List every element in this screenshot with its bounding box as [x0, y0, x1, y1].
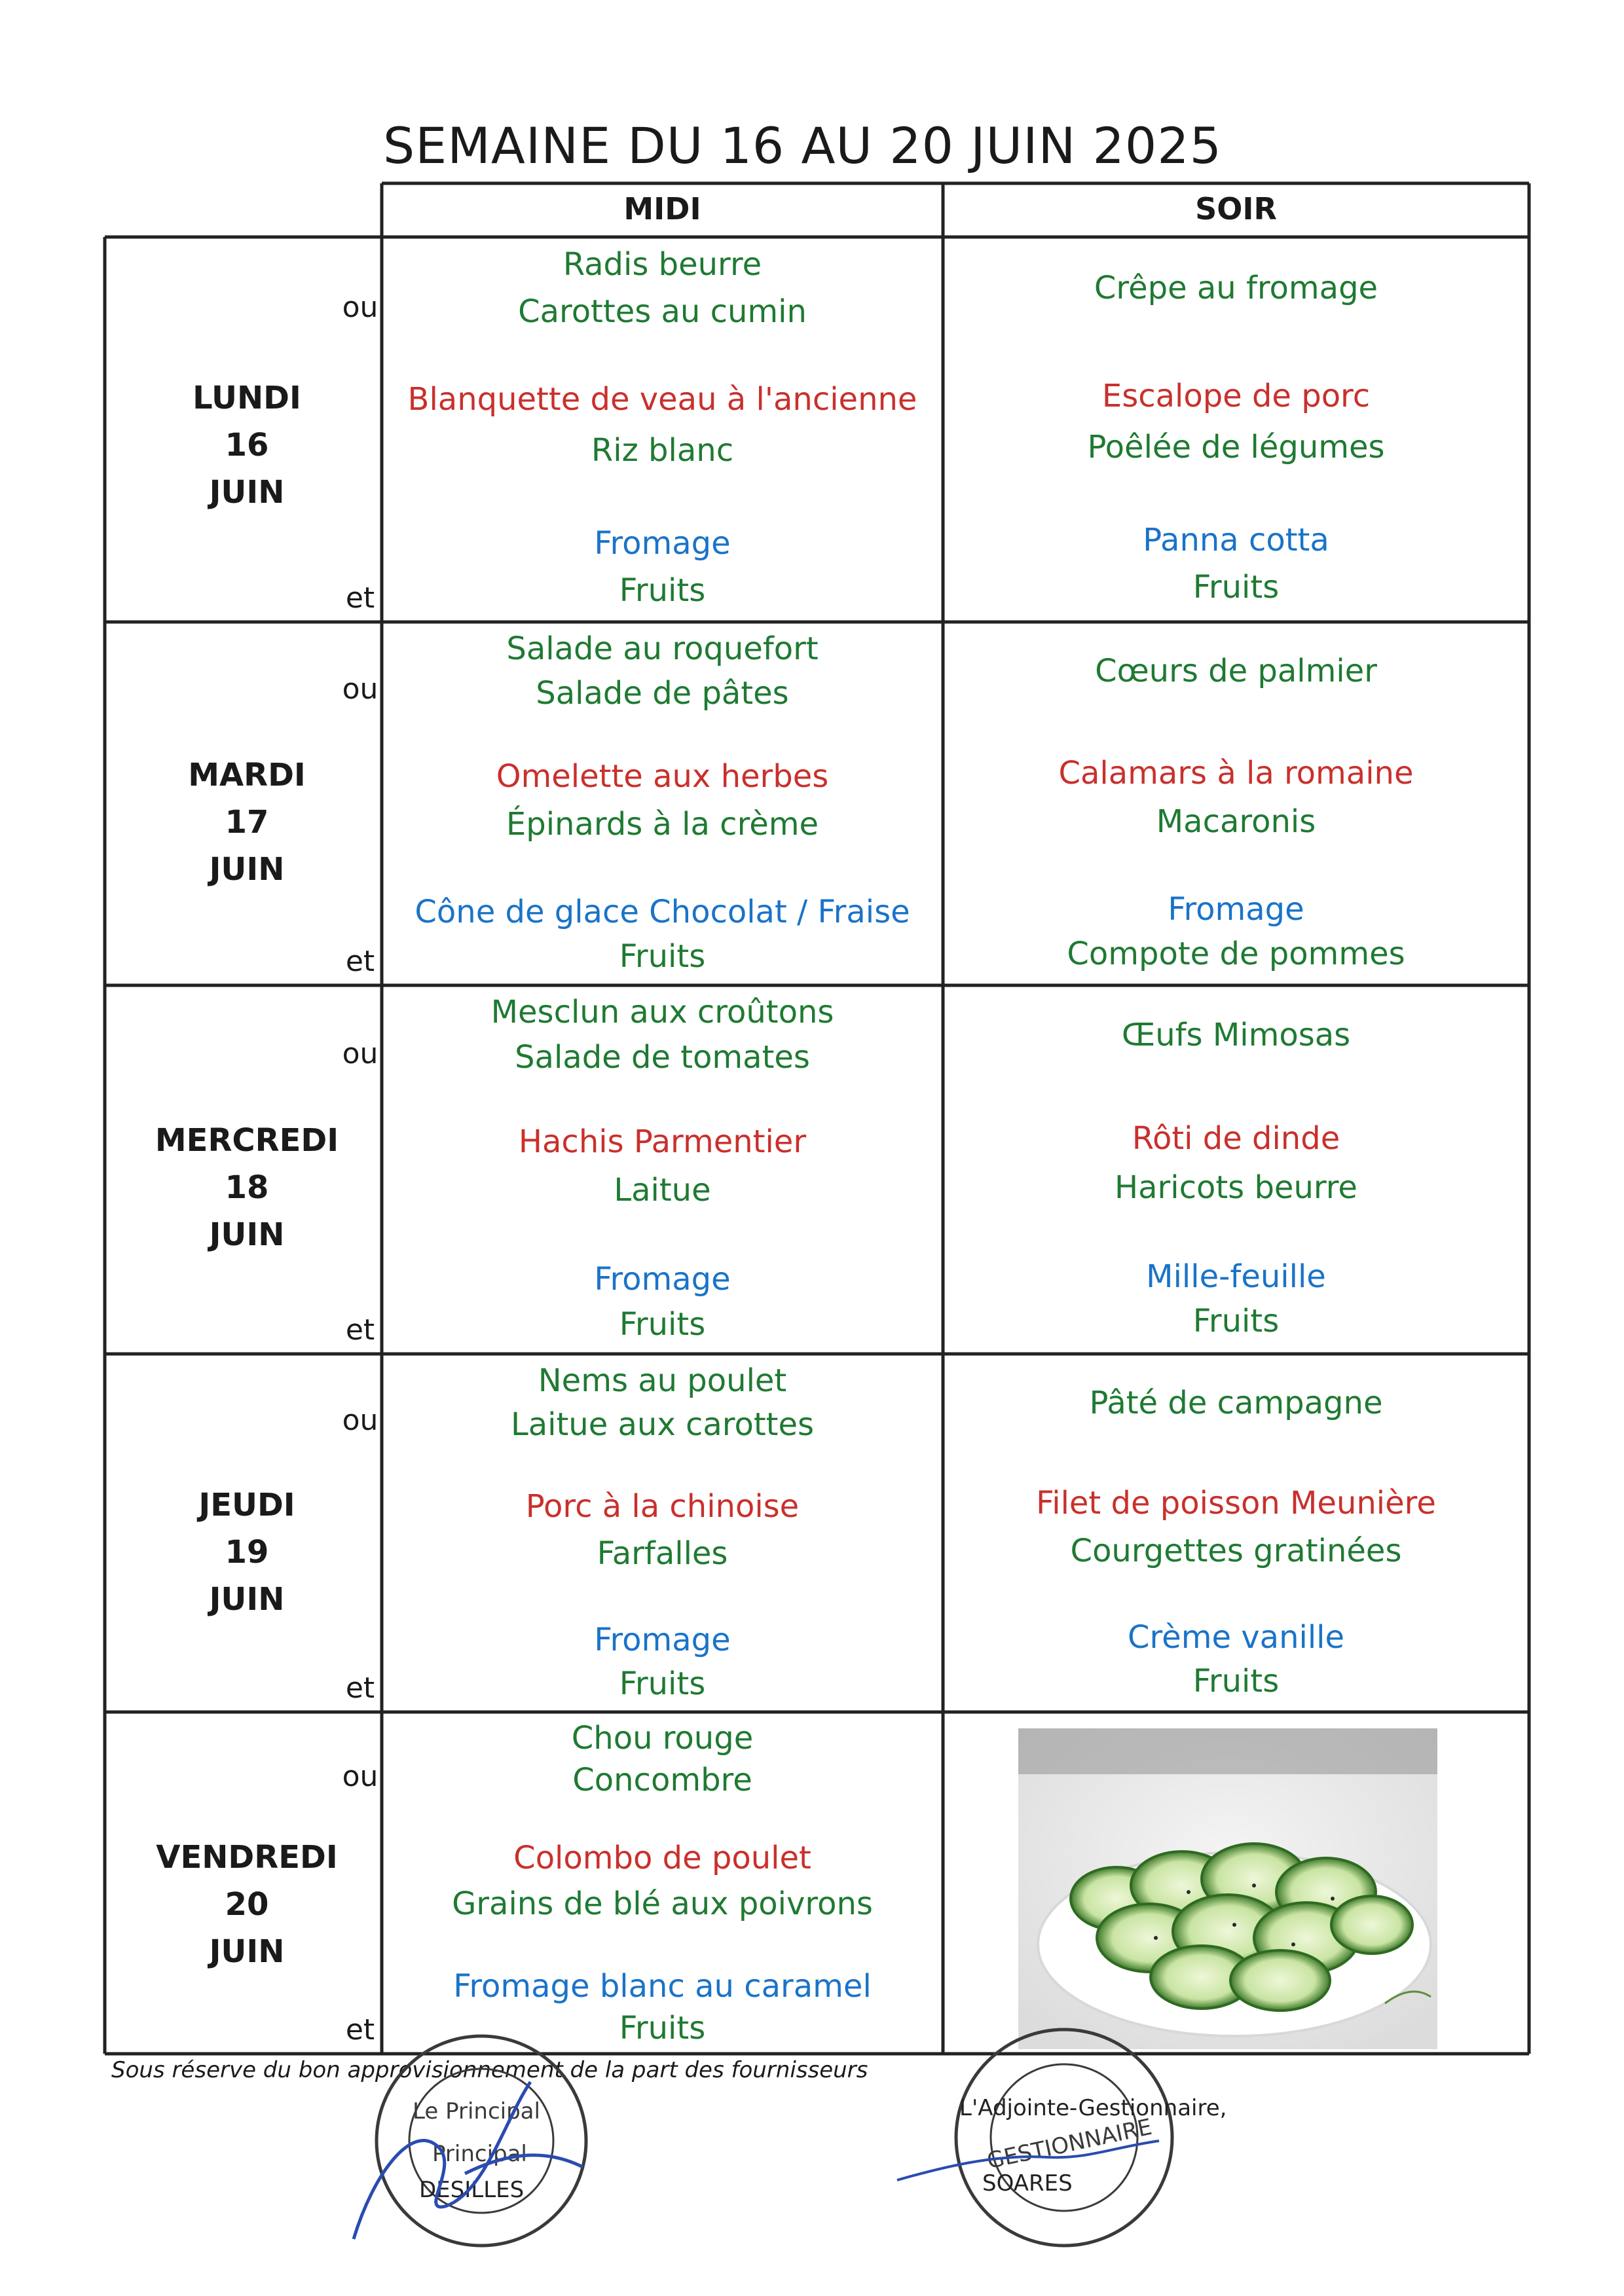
soir-dessert1: Fromage	[1168, 891, 1304, 928]
day-name: JEUDI	[198, 1487, 295, 1523]
soir-starter: Cœurs de palmier	[1095, 653, 1377, 689]
conjunction-et: et	[345, 2013, 375, 2047]
soir-starter: Œufs Mimosas	[1121, 1017, 1351, 1053]
gestionnaire-role: L'Adjointe-Gestionnaire,	[959, 2095, 1227, 2121]
page-title: SEMAINE DU 16 AU 20 JUIN 2025	[383, 117, 1222, 175]
soir-side: Macaronis	[1156, 803, 1316, 840]
midi-side: Grains de blé aux poivrons	[452, 1886, 873, 1922]
principal-role: Le Principal	[413, 2098, 540, 2124]
conjunction-ou: ou	[342, 1404, 378, 1437]
day-label-vendredi	[106, 1834, 388, 1975]
midi-dessert1: Fromage	[594, 1622, 731, 1658]
midi-starter2: Salade de tomates	[515, 1039, 810, 1076]
column-header-soir: SOIR	[1195, 191, 1277, 227]
midi-starter1: Chou rouge	[571, 1720, 754, 1757]
principal-signature	[334, 2043, 596, 2252]
midi-dessert2: Fruits	[619, 572, 706, 609]
midi-dessert2: Fruits	[619, 1306, 706, 1343]
midi-side: Farfalles	[597, 1535, 728, 1572]
soir-main: Filet de poisson Meunière	[1036, 1485, 1436, 1522]
midi-dessert1: Cône de glace Chocolat / Fraise	[415, 894, 910, 930]
principal-name: DESILLES	[419, 2177, 525, 2203]
day-label-jeudi	[106, 1482, 388, 1623]
principal-stamp-center: Principal	[432, 2141, 527, 2167]
day-month: JUIN	[209, 1216, 285, 1253]
midi-main: Hachis Parmentier	[518, 1123, 807, 1160]
gestionnaire-stamp-center: GESTIONNAIRE	[984, 2113, 1154, 2175]
soir-dessert2: Fruits	[1192, 1663, 1280, 1700]
soir-side: Courgettes gratinées	[1070, 1533, 1402, 1569]
midi-starter2: Carottes au cumin	[518, 293, 807, 330]
midi-starter1: Mesclun aux croûtons	[490, 994, 834, 1030]
midi-dessert1: Fromage	[594, 525, 731, 562]
soir-dessert1: Mille-feuille	[1146, 1258, 1326, 1295]
midi-dessert2: Fruits	[619, 2010, 706, 2047]
day-month: JUIN	[209, 851, 285, 888]
day-date: 16	[225, 427, 269, 464]
midi-starter1: Nems au poulet	[538, 1362, 787, 1399]
midi-dessert1: Fromage	[594, 1261, 731, 1298]
soir-dessert2: Fruits	[1192, 1303, 1280, 1339]
midi-starter2: Laitue aux carottes	[510, 1406, 815, 1443]
midi-starter2: Salade de pâtes	[536, 675, 789, 712]
soir-starter: Crêpe au fromage	[1094, 270, 1378, 306]
midi-main: Omelette aux herbes	[496, 758, 829, 795]
day-label-mardi	[106, 752, 388, 893]
day-month: JUIN	[209, 474, 285, 511]
soir-dessert2: Fruits	[1192, 569, 1280, 606]
soir-dessert1: Crème vanille	[1127, 1619, 1345, 1656]
supply-disclaimer: Sous réserve du bon approvisionnement de la part des fournisseurs	[111, 2057, 868, 2083]
conjunction-et: et	[345, 945, 375, 978]
soir-side: Poêlée de légumes	[1087, 429, 1385, 465]
conjunction-ou: ou	[342, 672, 378, 706]
day-date: 19	[225, 1534, 269, 1571]
day-month: JUIN	[209, 1933, 285, 1970]
cucumber-salad-photo	[1018, 1728, 1437, 2049]
day-date: 17	[225, 804, 269, 841]
gestionnaire-signature	[891, 2128, 1166, 2206]
midi-starter2: Concombre	[572, 1762, 752, 1798]
midi-side: Riz blanc	[591, 432, 734, 469]
soir-starter: Pâté de campagne	[1089, 1385, 1383, 1421]
midi-side: Épinards à la crème	[506, 806, 819, 843]
day-name: MERCREDI	[155, 1122, 339, 1159]
soir-dessert2: Compote de pommes	[1067, 936, 1405, 972]
day-name: LUNDI	[193, 380, 301, 416]
midi-dessert2: Fruits	[619, 938, 706, 975]
day-date: 18	[225, 1169, 269, 1206]
gestionnaire-name: SOARES	[982, 2170, 1073, 2196]
conjunction-ou: ou	[342, 291, 378, 324]
day-label-lundi	[106, 374, 388, 516]
day-name: MARDI	[188, 757, 306, 793]
soir-main: Rôti de dinde	[1132, 1120, 1340, 1157]
midi-main: Colombo de poulet	[513, 1840, 811, 1876]
conjunction-ou: ou	[342, 1037, 378, 1070]
conjunction-et: et	[345, 1671, 375, 1705]
day-name: VENDREDI	[156, 1839, 338, 1876]
day-month: JUIN	[209, 1581, 285, 1618]
conjunction-et: et	[345, 1313, 375, 1347]
conjunction-et: et	[345, 581, 375, 615]
soir-dessert1: Panna cotta	[1143, 522, 1329, 558]
midi-side: Laitue	[614, 1172, 711, 1209]
midi-starter1: Radis beurre	[563, 246, 762, 283]
day-label-mercredi	[106, 1117, 388, 1258]
day-date: 20	[225, 1886, 269, 1923]
midi-starter1: Salade au roquefort	[506, 630, 819, 667]
conjunction-ou: ou	[342, 1760, 378, 1793]
column-header-midi: MIDI	[623, 191, 701, 227]
soir-main: Calamars à la romaine	[1058, 755, 1414, 792]
midi-main: Blanquette de veau à l'ancienne	[407, 381, 917, 418]
midi-dessert2: Fruits	[619, 1666, 706, 1702]
soir-main: Escalope de porc	[1101, 378, 1371, 414]
soir-side: Haricots beurre	[1115, 1169, 1357, 1206]
midi-main: Porc à la chinoise	[525, 1488, 800, 1525]
midi-dessert1: Fromage blanc au caramel	[453, 1968, 872, 2005]
